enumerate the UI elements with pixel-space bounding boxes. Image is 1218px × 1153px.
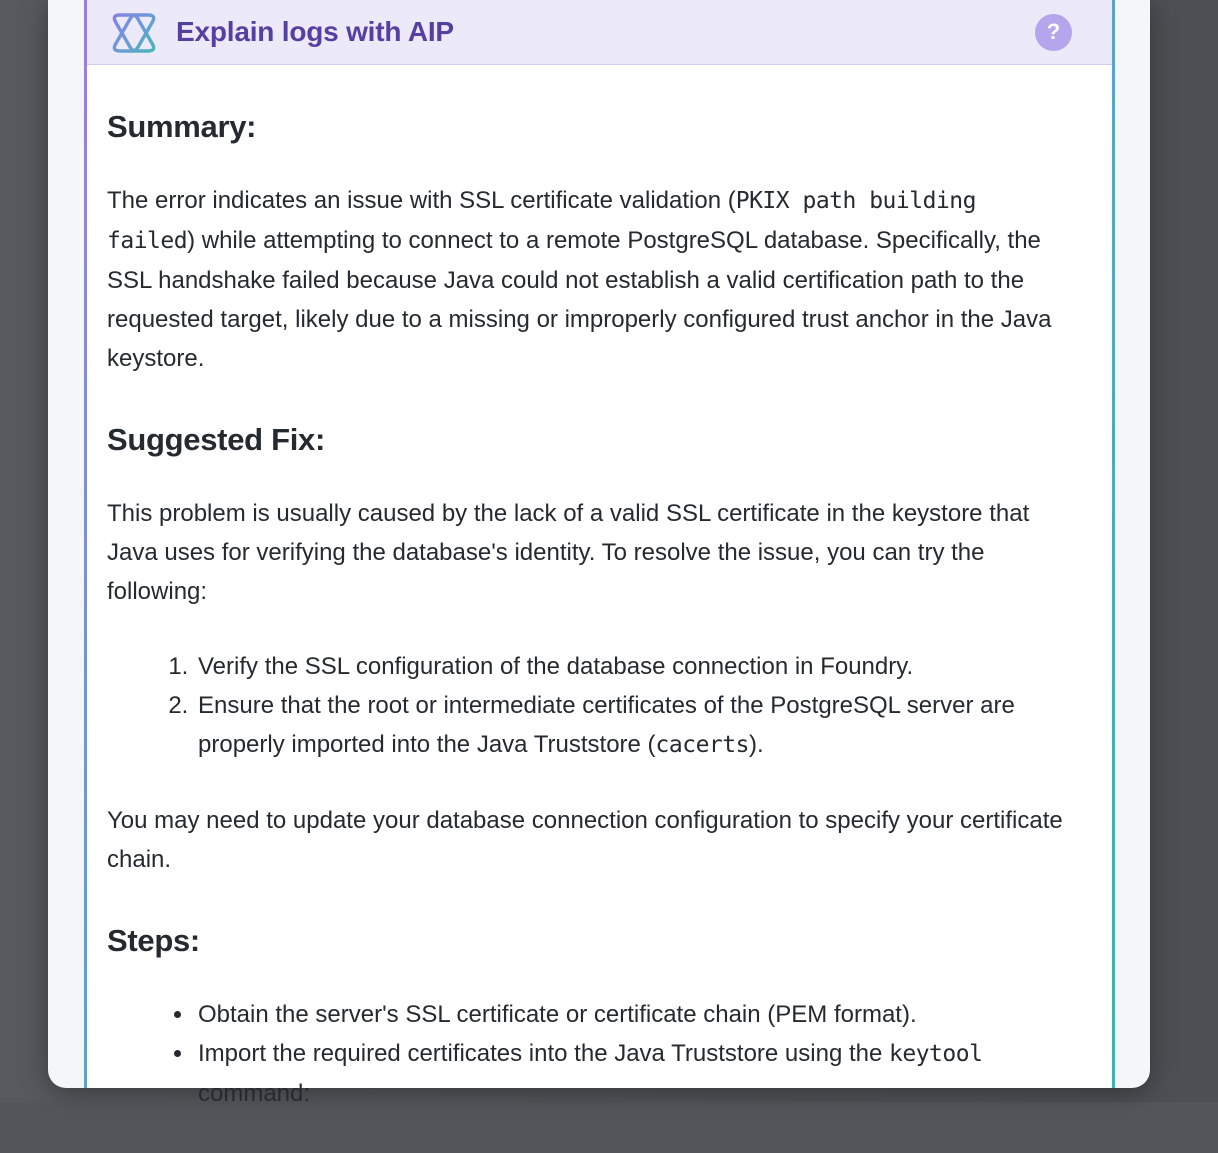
section-heading: Summary: [107, 109, 257, 144]
section-heading: Steps: [107, 923, 200, 958]
section-heading: Suggested Fix: [107, 422, 325, 457]
panel-header [87, 0, 1112, 65]
text-run: This problem is usually caused by the lack of a valid SSL certificate in the keystore that Java uses for verifying the database's identity. To resolve the issue, you can try the following: [107, 500, 1030, 605]
text-run: You may need to update your database connection configuration to specify your certificate chain. [107, 807, 1063, 873]
inline-code: keytool [889, 1041, 983, 1067]
text-run: command: [198, 1080, 311, 1107]
list-item [195, 1034, 1047, 1113]
inline-code: PKIX path building failed [107, 188, 976, 254]
text-run: Verify the SSL configuration of the database connection in Foundry. [198, 653, 914, 680]
content-card [48, 0, 1150, 1107]
paragraph [107, 181, 1075, 378]
unordered-list [107, 995, 1047, 1113]
ordered-list [107, 647, 1047, 765]
text-run: Import the required certificates into the Java Truststore using the [198, 1040, 890, 1067]
paragraph [107, 801, 1075, 879]
text-run: The error indicates an issue with SSL certificate validation ( [107, 187, 736, 214]
question-mark-icon: ? [1046, 18, 1061, 44]
paragraph [107, 494, 1075, 611]
list-item [195, 647, 1047, 686]
list-item [195, 686, 1047, 765]
aip-explain-panel [84, 0, 1115, 1107]
aip-logo-icon [109, 10, 159, 56]
text-run: Obtain the server's SSL certificate or certificate chain (PEM format). [198, 1001, 917, 1028]
text-run: ) while attempting to connect to a remote PostgreSQL database. Specifically, the SSL handshake failed because Java could not establish a valid certification path to the requested target, likely due to a missing or improperly configured trust anchor in the Java keystore. [107, 227, 1052, 372]
help-button[interactable] [1035, 14, 1072, 51]
inline-code: cacerts [655, 732, 749, 758]
list-item [195, 995, 1047, 1034]
panel-body [87, 109, 1112, 1153]
text-run: Ensure that the root or intermediate certificates of the PostgreSQL server are properly imported into the Java Truststore ( [198, 692, 1015, 758]
panel-title: Explain logs with AIP [176, 16, 454, 47]
text-run: ). [748, 731, 764, 758]
